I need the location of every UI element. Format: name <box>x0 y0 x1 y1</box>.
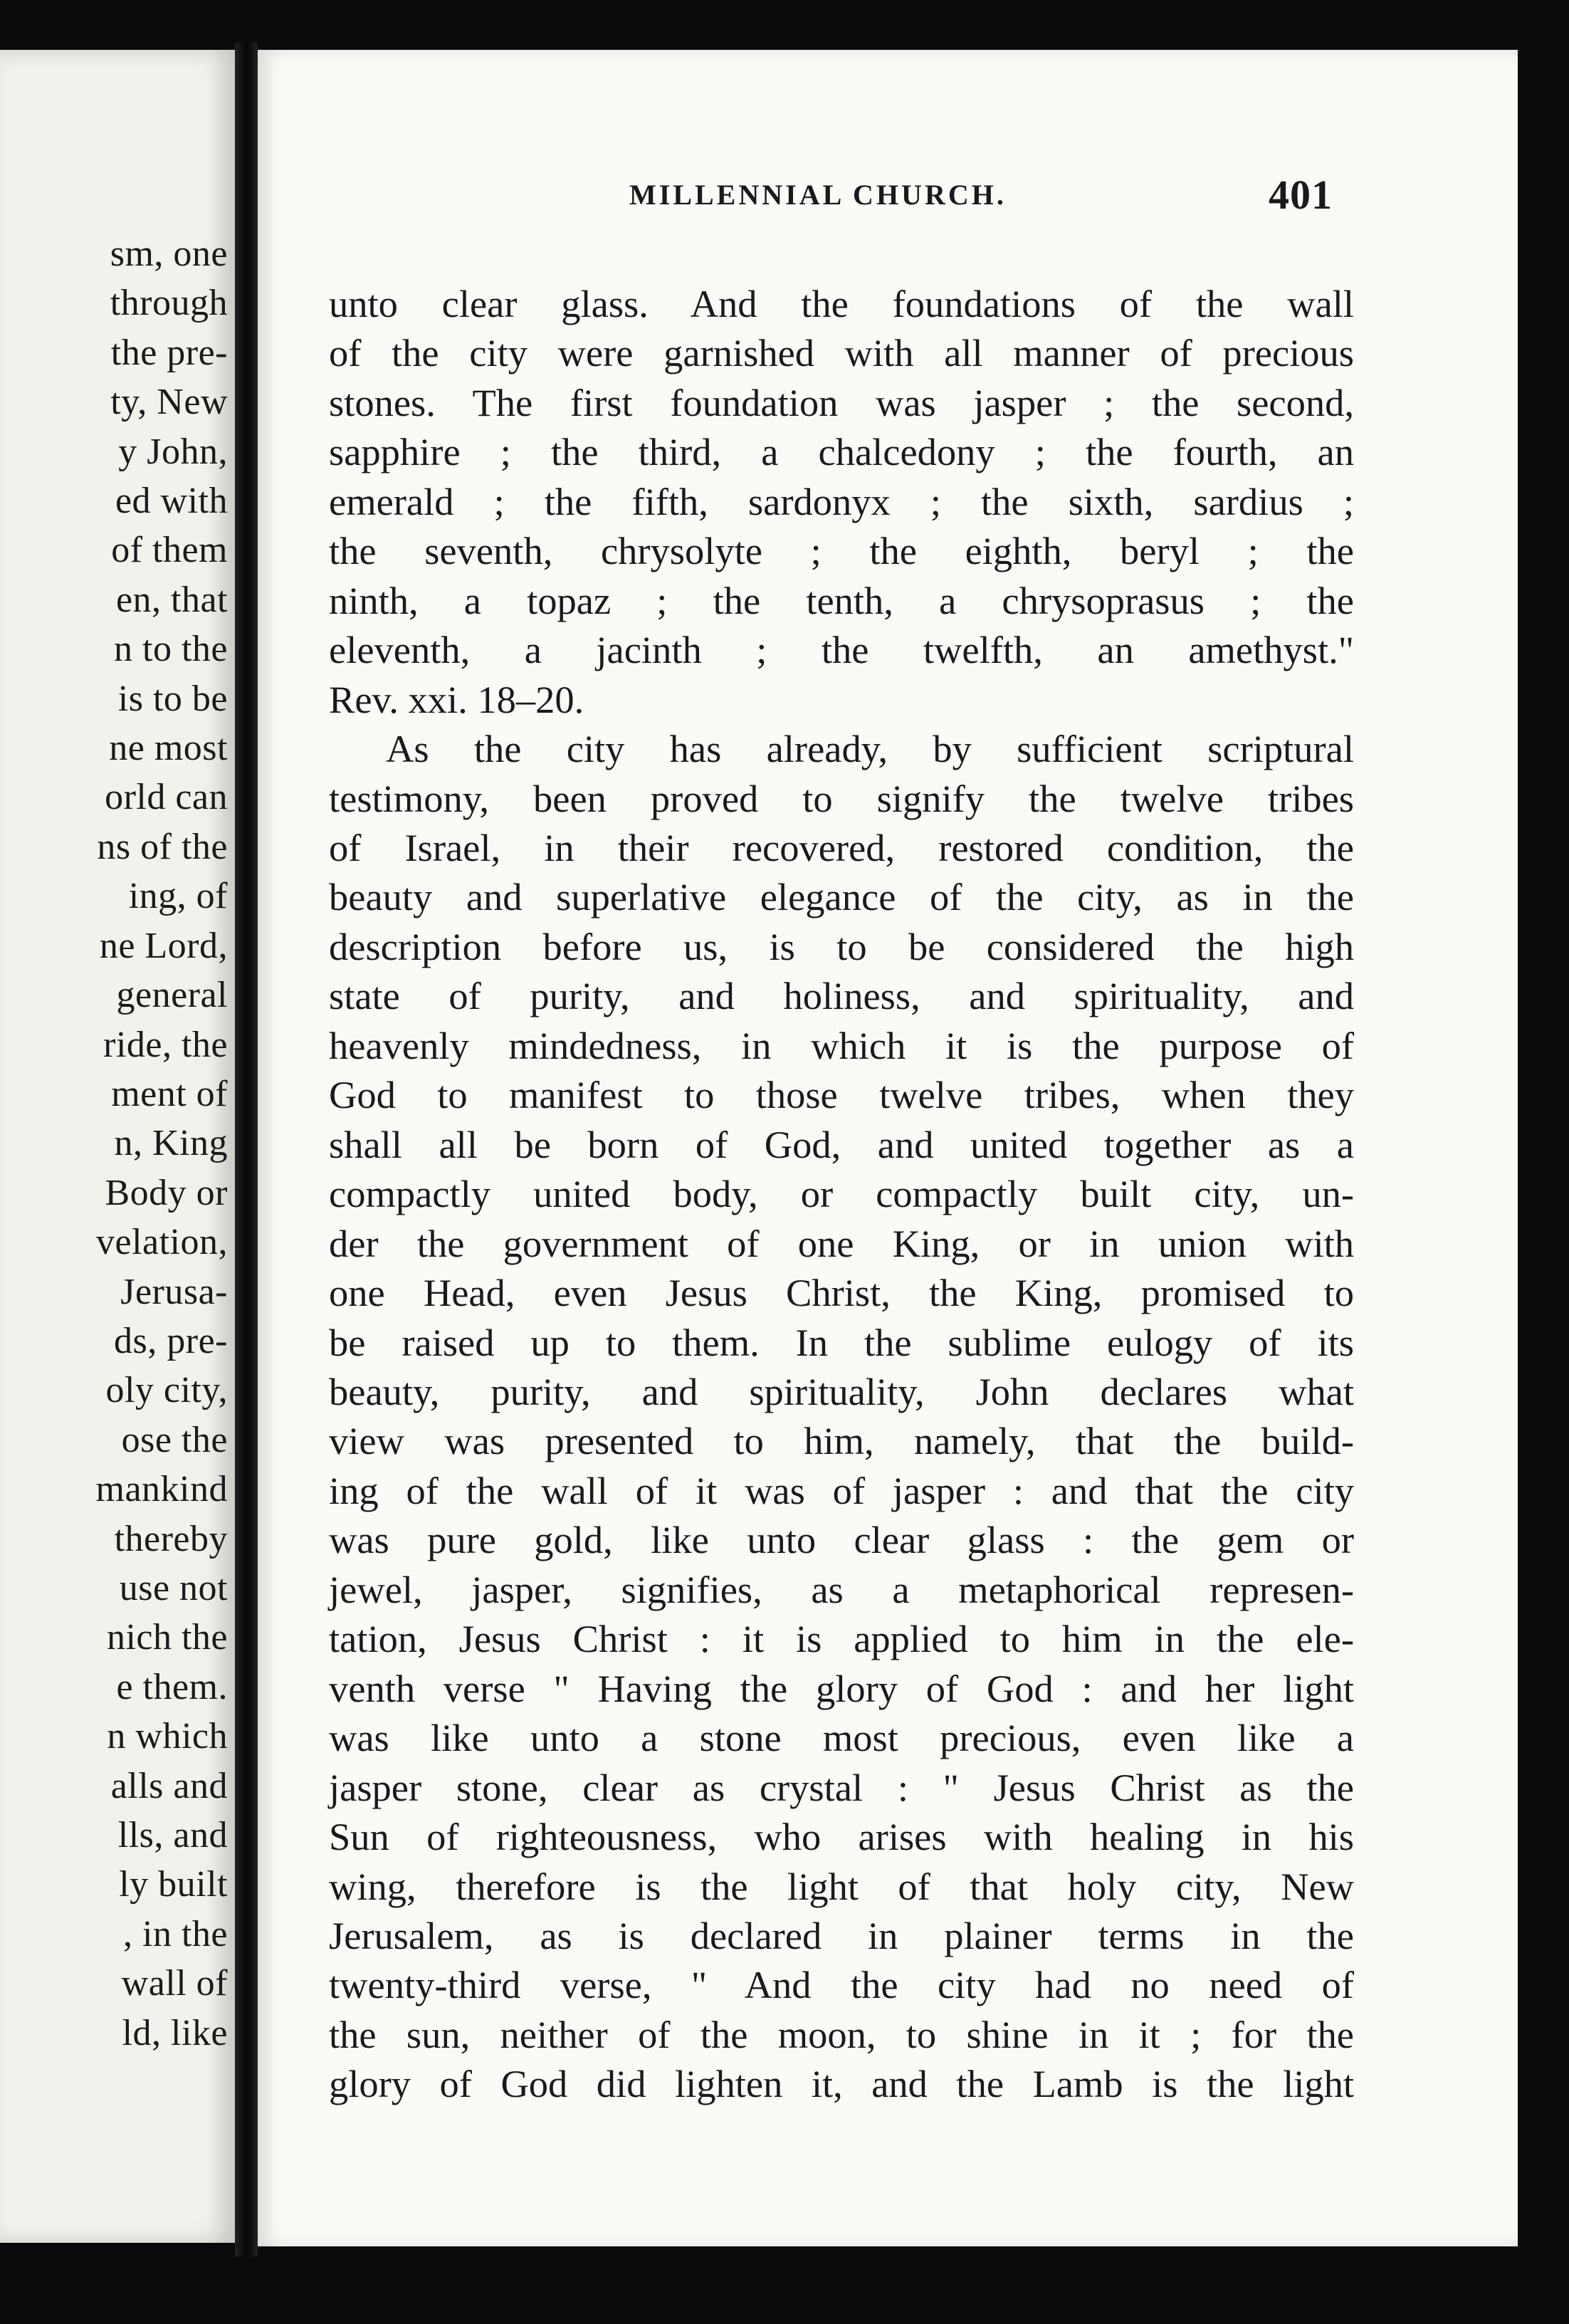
previous-page-line: ne Lord, <box>99 925 228 966</box>
previous-page-line: general <box>116 975 228 1016</box>
previous-page-line: lls, and <box>117 1815 228 1855</box>
running-head: MILLENNIAL CHURCH. <box>629 179 1007 211</box>
text-line: eleventh, a jacinth ; the twelfth, an amethyst." <box>329 628 1354 672</box>
text-line: heavenly mindedness, in which it is the purpose of <box>329 1023 1354 1067</box>
text-line: glory of God did lighten it, and the Lamb is the light <box>329 2062 1354 2106</box>
text-line: jewel, jasper, signifies, as a metaphorical represen- <box>329 1567 1354 1611</box>
previous-page-line: ment of <box>111 1073 228 1114</box>
previous-page-line: ing, of <box>128 876 228 917</box>
previous-page-line: ed with <box>115 481 228 522</box>
previous-page-line: en, that <box>115 579 228 620</box>
previous-page-line: velation, <box>95 1222 228 1263</box>
text-line: be raised up to them. In the sublime eulogy of its <box>329 1320 1354 1364</box>
previous-page-line: ld, like <box>122 2012 228 2053</box>
page-header <box>258 135 1347 218</box>
previous-page-edge <box>0 50 235 2243</box>
previous-page-line: ds, pre- <box>114 1320 228 1361</box>
previous-page-text <box>0 229 228 2058</box>
previous-page-line: use not <box>119 1567 228 1608</box>
text-line: beauty, purity, and spirituality, John declares what <box>329 1369 1354 1413</box>
previous-page-line: y John, <box>118 431 228 472</box>
text-line: Jerusalem, as is declared in plainer terms in the <box>329 1913 1354 1957</box>
text-line: shall all be born of God, and united together as a <box>329 1122 1354 1166</box>
text-line: view was presented to him, namely, that the build- <box>329 1419 1354 1463</box>
book-gutter <box>235 43 258 2257</box>
text-line: of the city were garnished with all manner of precious <box>329 331 1354 375</box>
page-body-text <box>329 279 1354 2109</box>
previous-page-line: thereby <box>114 1518 228 1559</box>
previous-page-line: of them <box>111 530 228 571</box>
previous-page-line: Body or <box>105 1172 228 1213</box>
text-line: was like unto a stone most precious, even like a <box>329 1716 1354 1760</box>
text-line: Rev. xxi. 18–20. <box>329 677 584 721</box>
text-line: of Israel, in their recovered, restored condition, the <box>329 825 1354 869</box>
text-line: God to manifest to those twelve tribes, when they <box>329 1073 1354 1117</box>
text-line: beauty and superlative elegance of the city, as in the <box>329 875 1354 919</box>
text-line: ninth, a topaz ; the tenth, a chrysoprasus ; the <box>329 578 1354 622</box>
text-line: emerald ; the fifth, sardonyx ; the sixth, sardius ; <box>329 479 1354 523</box>
text-line: tation, Jesus Christ : it is applied to him in the ele- <box>329 1617 1354 1661</box>
previous-page-line: ose the <box>121 1419 228 1460</box>
text-line: ing of the wall of it was of jasper : and that the city <box>329 1468 1354 1512</box>
previous-page-line: Jerusa- <box>120 1271 228 1312</box>
previous-page-line: n which <box>107 1716 228 1757</box>
previous-page-line: , in the <box>123 1913 228 1954</box>
previous-page-line: nich the <box>106 1617 228 1658</box>
previous-page-line: mankind <box>95 1469 228 1510</box>
previous-page-line: ly built <box>119 1864 228 1905</box>
previous-page-line: alls and <box>110 1765 228 1806</box>
text-line: Sun of righteousness, who arises with healing in his <box>329 1815 1354 1859</box>
previous-page-line: e them. <box>116 1666 228 1707</box>
previous-page-line: ne most <box>109 728 228 769</box>
previous-page-line: ride, the <box>103 1024 228 1065</box>
text-line: the sun, neither of the moon, to shine in it ; for the <box>329 2012 1354 2056</box>
text-line: the seventh, chrysolyte ; the eighth, beryl ; the <box>329 529 1354 573</box>
previous-page-line: through <box>110 283 228 324</box>
text-line: state of purity, and holiness, and spirituality, and <box>329 974 1354 1018</box>
text-line: unto clear glass. And the foundations of the wall <box>329 282 1354 325</box>
text-line: twenty-third verse, " And the city had no need of <box>329 1963 1354 2007</box>
text-line: testimony, been proved to signify the twelve tribes <box>329 776 1354 820</box>
previous-page-line: ty, New <box>110 382 228 423</box>
text-line: wing, therefore is the light of that holy city, New <box>329 1864 1354 1908</box>
text-line: der the government of one King, or in union with <box>329 1221 1354 1265</box>
text-line: stones. The first foundation was jasper ; the second, <box>329 380 1354 424</box>
text-line: jasper stone, clear as crystal : " Jesus Christ as the <box>329 1765 1354 1809</box>
text-line: sapphire ; the third, a chalcedony ; the fourth, an <box>329 430 1354 474</box>
text-line: As the city has already, by sufficient scriptural <box>386 727 1354 771</box>
book-page <box>258 50 1518 2246</box>
previous-page-line: ns of the <box>97 826 228 867</box>
previous-page-line: n, King <box>114 1123 228 1164</box>
page-number: 401 <box>1269 172 1333 218</box>
previous-page-line: is to be <box>117 678 228 719</box>
text-line: description before us, is to be considered the high <box>329 924 1354 968</box>
previous-page-line: oly city, <box>105 1370 228 1411</box>
text-line: venth verse " Having the glory of God : and her light <box>329 1666 1354 1710</box>
text-line: compactly united body, or compactly built city, un- <box>329 1172 1354 1216</box>
previous-page-line: orld can <box>105 777 228 818</box>
previous-page-line: wall of <box>121 1963 228 2004</box>
text-line: one Head, even Jesus Christ, the King, promised to <box>329 1271 1354 1315</box>
previous-page-line: the pre- <box>110 332 228 373</box>
text-line: was pure gold, like unto clear glass : the gem or <box>329 1518 1354 1562</box>
previous-page-line: sm, one <box>110 234 228 274</box>
previous-page-line: n to the <box>114 629 228 670</box>
